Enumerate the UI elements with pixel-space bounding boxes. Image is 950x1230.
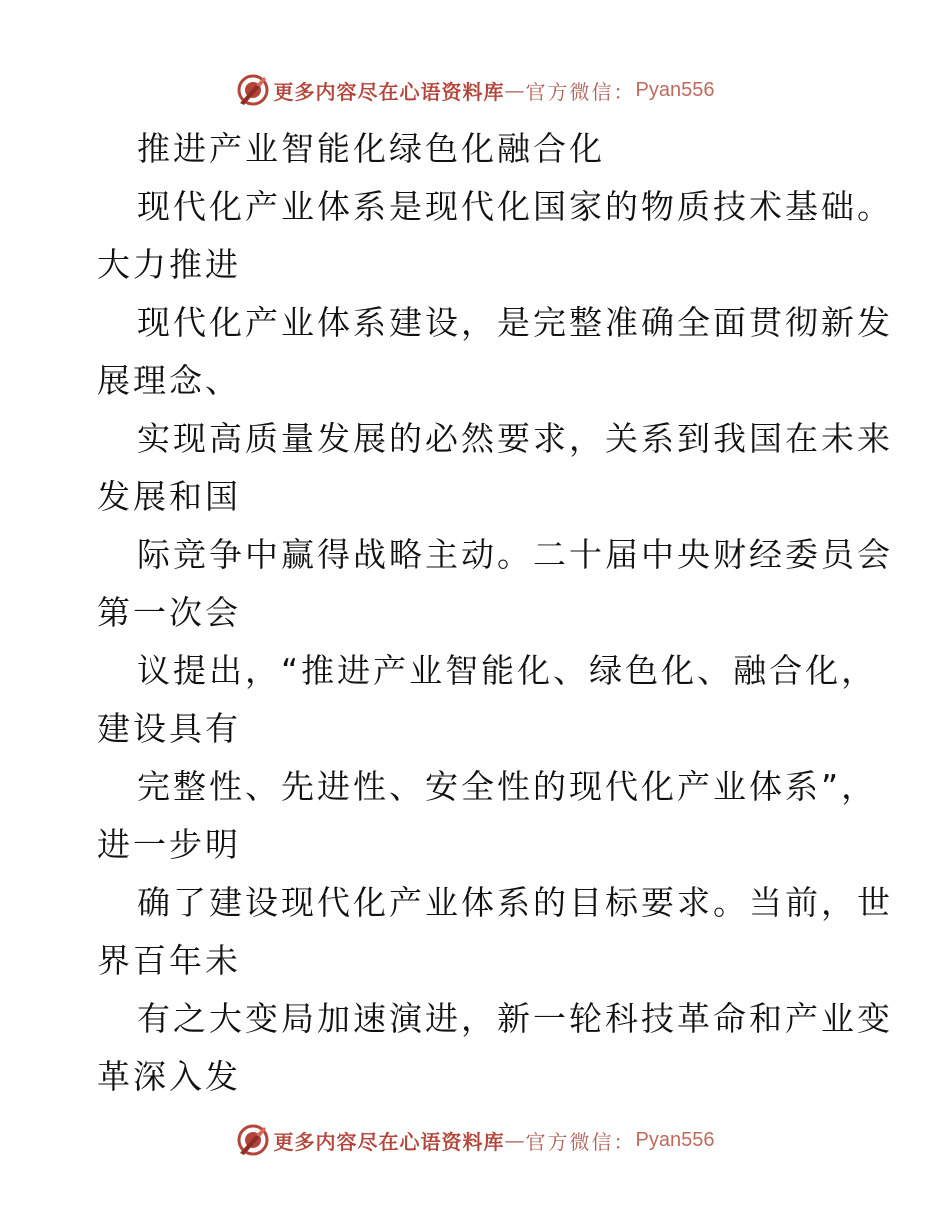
watermark-brand: 更多内容尽在心语资料库 bbox=[273, 1129, 505, 1154]
document-title: 推进产业智能化绿色化融合化 bbox=[137, 129, 605, 168]
footer-watermark bbox=[0, 1118, 950, 1162]
watermark-brand: 更多内容尽在心语资料库 bbox=[273, 79, 505, 104]
body-line: 议提出，“推进产业智能化、绿色化、融合化， bbox=[137, 651, 878, 690]
document-body bbox=[97, 120, 893, 1106]
watermark-wechat-label: 官方微信： bbox=[525, 1129, 636, 1154]
watermark-wechat-id: Pyan556 bbox=[635, 78, 715, 101]
body-line: 际竞争中赢得战略主动。二十届中央财经委员会 bbox=[137, 535, 893, 574]
header-watermark bbox=[0, 68, 950, 112]
pen-logo-icon bbox=[236, 73, 270, 107]
body-line: 确了建设现代化产业体系的目标要求。当前，世 bbox=[137, 883, 893, 922]
body-line: 界百年未 bbox=[97, 941, 241, 980]
body-line: 革深入发 bbox=[97, 1057, 241, 1096]
watermark-wechat-id: Pyan556 bbox=[635, 1128, 715, 1151]
watermark-separator: — bbox=[504, 78, 526, 102]
body-line: 第一次会 bbox=[97, 593, 241, 632]
body-line: 建设具有 bbox=[97, 709, 241, 748]
watermark-wechat-label: 官方微信： bbox=[525, 79, 636, 104]
body-line: 现代化产业体系是现代化国家的物质技术基础。 bbox=[137, 187, 893, 226]
body-line: 有之大变局加速演进，新一轮科技革命和产业变 bbox=[137, 999, 893, 1038]
body-line: 现代化产业体系建设，是完整准确全面贯彻新发 bbox=[137, 303, 893, 342]
watermark-separator: — bbox=[504, 1128, 526, 1152]
body-line: 发展和国 bbox=[97, 477, 241, 516]
body-line: 展理念、 bbox=[97, 361, 241, 400]
body-line: 大力推进 bbox=[97, 245, 241, 284]
body-line: 进一步明 bbox=[97, 825, 241, 864]
body-line: 完整性、先进性、安全性的现代化产业体系”， bbox=[137, 767, 878, 806]
body-line: 实现高质量发展的必然要求，关系到我国在未来 bbox=[137, 419, 893, 458]
pen-logo-icon bbox=[236, 1123, 270, 1157]
